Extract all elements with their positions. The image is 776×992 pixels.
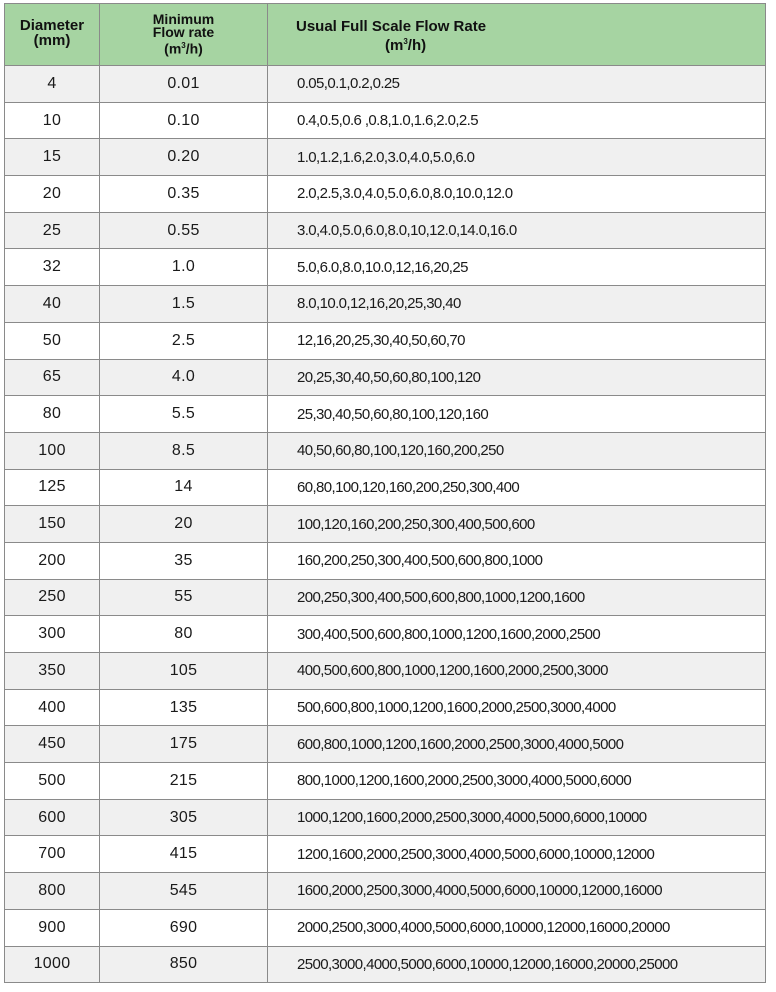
diameter-cell: 125 — [5, 469, 100, 506]
diameter-cell: 32 — [5, 249, 100, 286]
table-row — [5, 212, 766, 249]
full-scale-flow-rate-cell: 1.0,1.2,1.6,2.0,3.0,4.0,5.0,6.0 — [268, 139, 766, 176]
diameter-cell: 700 — [5, 836, 100, 873]
table-body — [5, 66, 766, 983]
table-row — [5, 469, 766, 506]
full-scale-flow-rate-cell: 12,16,20,25,30,40,50,60,70 — [268, 322, 766, 359]
full-scale-flow-rate-cell: 3.0,4.0,5.0,6.0,8.0,10,12.0,14.0,16.0 — [268, 212, 766, 249]
table-row — [5, 432, 766, 469]
diameter-cell: 10 — [5, 102, 100, 139]
diameter-cell: 900 — [5, 909, 100, 946]
minimum-flow-rate-cell: 2.5 — [100, 322, 268, 359]
table-row — [5, 322, 766, 359]
minimum-flow-rate-cell: 35 — [100, 542, 268, 579]
table-row — [5, 506, 766, 543]
diameter-cell: 600 — [5, 799, 100, 836]
full-scale-flow-rate-cell: 200,250,300,400,500,600,800,1000,1200,1600 — [268, 579, 766, 616]
table-row — [5, 726, 766, 763]
diameter-cell: 500 — [5, 763, 100, 800]
table-row — [5, 579, 766, 616]
full-scale-flow-rate-cell: 5.0,6.0,8.0,10.0,12,16,20,25 — [268, 249, 766, 286]
table-row — [5, 396, 766, 433]
diameter-cell: 80 — [5, 396, 100, 433]
diameter-cell: 300 — [5, 616, 100, 653]
minimum-flow-rate-cell: 415 — [100, 836, 268, 873]
table-row — [5, 542, 766, 579]
minimum-flow-rate-cell: 850 — [100, 946, 268, 983]
diameter-cell: 100 — [5, 432, 100, 469]
table-row — [5, 139, 766, 176]
full-scale-flow-rate-cell: 1200,1600,2000,2500,3000,4000,5000,6000,10000,12000 — [268, 836, 766, 873]
minimum-flow-rate-cell: 690 — [100, 909, 268, 946]
table-row — [5, 66, 766, 103]
full-scale-flow-rate-cell: 300,400,500,600,800,1000,1200,1600,2000,2500 — [268, 616, 766, 653]
diameter-cell: 15 — [5, 139, 100, 176]
table-row — [5, 909, 766, 946]
table-row — [5, 176, 766, 213]
minimum-flow-rate-cell: 215 — [100, 763, 268, 800]
flow-rate-table — [4, 3, 766, 983]
full-scale-flow-rate-cell: 100,120,160,200,250,300,400,500,600 — [268, 506, 766, 543]
full-scale-flow-rate-cell: 25,30,40,50,60,80,100,120,160 — [268, 396, 766, 433]
table-row — [5, 763, 766, 800]
diameter-cell: 400 — [5, 689, 100, 726]
minimum-flow-rate-cell: 8.5 — [100, 432, 268, 469]
header-minimum-flow-rate: Minimum Flow rate $(m^3/h)$ — [100, 4, 268, 66]
table-row — [5, 653, 766, 690]
minimum-flow-rate-cell: 0.20 — [100, 139, 268, 176]
diameter-cell: 50 — [5, 322, 100, 359]
minimum-flow-rate-cell: 305 — [100, 799, 268, 836]
full-scale-flow-rate-cell: 500,600,800,1000,1200,1600,2000,2500,3000,4000 — [268, 689, 766, 726]
diameter-cell: 4 — [5, 66, 100, 103]
minimum-flow-rate-cell: 1.5 — [100, 286, 268, 323]
diameter-cell: 200 — [5, 542, 100, 579]
diameter-cell: 350 — [5, 653, 100, 690]
diameter-cell: 150 — [5, 506, 100, 543]
diameter-cell: 20 — [5, 176, 100, 213]
minimum-flow-rate-cell: 545 — [100, 873, 268, 910]
full-scale-flow-rate-cell: 40,50,60,80,100,120,160,200,250 — [268, 432, 766, 469]
full-scale-flow-rate-cell: 600,800,1000,1200,1600,2000,2500,3000,4000,5000 — [268, 726, 766, 763]
full-scale-flow-rate-cell: 800,1000,1200,1600,2000,2500,3000,4000,5000,6000 — [268, 763, 766, 800]
table-row — [5, 249, 766, 286]
minimum-flow-rate-cell: 0.01 — [100, 66, 268, 103]
diameter-cell: 25 — [5, 212, 100, 249]
minimum-flow-rate-cell: 4.0 — [100, 359, 268, 396]
diameter-cell: 450 — [5, 726, 100, 763]
header-diameter: Diameter (mm) — [5, 4, 100, 66]
diameter-cell: 250 — [5, 579, 100, 616]
minimum-flow-rate-cell: 135 — [100, 689, 268, 726]
minimum-flow-rate-cell: 105 — [100, 653, 268, 690]
table-row — [5, 102, 766, 139]
full-scale-flow-rate-cell: 8.0,10.0,12,16,20,25,30,40 — [268, 286, 766, 323]
full-scale-flow-rate-cell: 0.4,0.5,0.6 ,0.8,1.0,1.6,2.0,2.5 — [268, 102, 766, 139]
minimum-flow-rate-cell: 0.35 — [100, 176, 268, 213]
full-scale-flow-rate-cell: 1000,1200,1600,2000,2500,3000,4000,5000,6000,10000 — [268, 799, 766, 836]
full-scale-flow-rate-cell: 1600,2000,2500,3000,4000,5000,6000,10000,12000,16000 — [268, 873, 766, 910]
minimum-flow-rate-cell: 0.10 — [100, 102, 268, 139]
minimum-flow-rate-cell: 80 — [100, 616, 268, 653]
minimum-flow-rate-cell: 55 — [100, 579, 268, 616]
table-row — [5, 359, 766, 396]
full-scale-flow-rate-cell: 2000,2500,3000,4000,5000,6000,10000,12000,16000,20000 — [268, 909, 766, 946]
table-row — [5, 873, 766, 910]
header-usual-full-scale-flow-rate: Usual Full Scale Flow Rate $(m^3/h)$ — [268, 4, 766, 66]
diameter-cell: 800 — [5, 873, 100, 910]
full-scale-flow-rate-cell: 160,200,250,300,400,500,600,800,1000 — [268, 542, 766, 579]
minimum-flow-rate-cell: 175 — [100, 726, 268, 763]
minimum-flow-rate-cell: 14 — [100, 469, 268, 506]
table-header-row — [5, 4, 766, 66]
minimum-flow-rate-cell: 0.55 — [100, 212, 268, 249]
minimum-flow-rate-cell: 5.5 — [100, 396, 268, 433]
minimum-flow-rate-cell: 1.0 — [100, 249, 268, 286]
table-row — [5, 616, 766, 653]
table-row — [5, 799, 766, 836]
full-scale-flow-rate-cell: 60,80,100,120,160,200,250,300,400 — [268, 469, 766, 506]
full-scale-flow-rate-cell: 2500,3000,4000,5000,6000,10000,12000,16000,20000,25000 — [268, 946, 766, 983]
full-scale-flow-rate-cell: 400,500,600,800,1000,1200,1600,2000,2500,3000 — [268, 653, 766, 690]
table-row — [5, 689, 766, 726]
diameter-cell: 65 — [5, 359, 100, 396]
full-scale-flow-rate-cell: 0.05,0.1,0.2,0.25 — [268, 66, 766, 103]
table-row — [5, 286, 766, 323]
diameter-cell: 1000 — [5, 946, 100, 983]
minimum-flow-rate-cell: 20 — [100, 506, 268, 543]
diameter-cell: 40 — [5, 286, 100, 323]
table-row — [5, 836, 766, 873]
table-row — [5, 946, 766, 983]
full-scale-flow-rate-cell: 2.0,2.5,3.0,4.0,5.0,6.0,8.0,10.0,12.0 — [268, 176, 766, 213]
full-scale-flow-rate-cell: 20,25,30,40,50,60,80,100,120 — [268, 359, 766, 396]
